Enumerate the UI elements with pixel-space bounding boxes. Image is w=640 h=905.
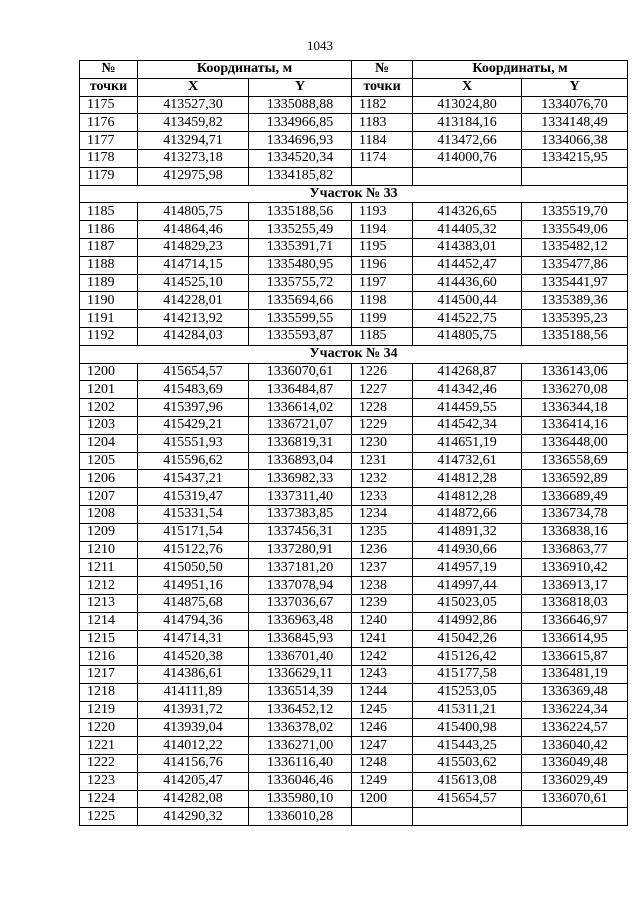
table-row bbox=[80, 238, 628, 256]
y-coordinate: 1336514,39 bbox=[249, 683, 352, 701]
y-coordinate: 1336029,49 bbox=[522, 772, 628, 790]
point-number: 1249 bbox=[352, 772, 413, 790]
y-coordinate: 1335980,10 bbox=[249, 790, 352, 808]
point-number: 1216 bbox=[80, 648, 138, 666]
point-number: 1228 bbox=[352, 399, 413, 417]
point-number: 1247 bbox=[352, 737, 413, 755]
point-number: 1223 bbox=[80, 772, 138, 790]
table-row bbox=[80, 559, 628, 577]
point-number: 1218 bbox=[80, 683, 138, 701]
point-number bbox=[352, 167, 413, 185]
y-coordinate: 1336734,78 bbox=[522, 505, 628, 523]
point-number: 1232 bbox=[352, 470, 413, 488]
point-number: 1197 bbox=[352, 274, 413, 292]
point-number: 1192 bbox=[80, 327, 138, 345]
point-number: 1244 bbox=[352, 683, 413, 701]
point-number: 1204 bbox=[80, 434, 138, 452]
x-coordinate: 413939,04 bbox=[138, 719, 249, 737]
y-coordinate: 1336614,95 bbox=[522, 630, 628, 648]
y-coordinate: 1336614,02 bbox=[249, 399, 352, 417]
y-coordinate: 1336982,33 bbox=[249, 470, 352, 488]
point-number: 1178 bbox=[80, 149, 138, 167]
y-coordinate: 1336010,28 bbox=[249, 808, 352, 826]
y-coordinate: 1336818,03 bbox=[522, 594, 628, 612]
y-coordinate: 1336046,46 bbox=[249, 772, 352, 790]
point-label-header: точки bbox=[80, 78, 138, 96]
point-number: 1174 bbox=[352, 149, 413, 167]
x-coordinate bbox=[413, 167, 522, 185]
x-coordinate: 414520,38 bbox=[138, 648, 249, 666]
table-row bbox=[80, 470, 628, 488]
y-coordinate: 1336863,77 bbox=[522, 541, 628, 559]
y-coordinate: 1335480,95 bbox=[249, 256, 352, 274]
x-coordinate: 415551,93 bbox=[138, 434, 249, 452]
y-coordinate: 1335389,36 bbox=[522, 292, 628, 310]
y-coordinate: 1334520,34 bbox=[249, 149, 352, 167]
x-coordinate: 414930,66 bbox=[413, 541, 522, 559]
x-coordinate: 414957,19 bbox=[413, 559, 522, 577]
y-coordinate: 1335088,88 bbox=[249, 96, 352, 114]
point-number: 1184 bbox=[352, 132, 413, 150]
point-number: 1231 bbox=[352, 452, 413, 470]
table-row bbox=[80, 149, 628, 167]
y-coordinate: 1335599,55 bbox=[249, 310, 352, 328]
table-row bbox=[80, 808, 628, 826]
y-coordinate: 1335395,23 bbox=[522, 310, 628, 328]
point-number: 1225 bbox=[80, 808, 138, 826]
x-coordinate: 414864,46 bbox=[138, 221, 249, 239]
point-number: 1196 bbox=[352, 256, 413, 274]
table-row bbox=[80, 719, 628, 737]
point-number: 1194 bbox=[352, 221, 413, 239]
point-number: 1206 bbox=[80, 470, 138, 488]
point-number: 1222 bbox=[80, 755, 138, 773]
table-row bbox=[80, 701, 628, 719]
point-number: 1248 bbox=[352, 755, 413, 773]
x-coordinate: 415050,50 bbox=[138, 559, 249, 577]
point-number: 1209 bbox=[80, 523, 138, 541]
point-number: 1220 bbox=[80, 719, 138, 737]
point-number: 1246 bbox=[352, 719, 413, 737]
point-number: 1185 bbox=[80, 203, 138, 221]
table-row bbox=[80, 648, 628, 666]
table-row bbox=[80, 434, 628, 452]
x-coordinate: 413273,18 bbox=[138, 149, 249, 167]
point-number: 1186 bbox=[80, 221, 138, 239]
table-row bbox=[80, 772, 628, 790]
x-coordinate: 414651,19 bbox=[413, 434, 522, 452]
x-coordinate: 414992,86 bbox=[413, 612, 522, 630]
y-coordinate: 1336558,69 bbox=[522, 452, 628, 470]
point-number bbox=[352, 808, 413, 826]
table-row bbox=[80, 221, 628, 239]
table-row bbox=[80, 523, 628, 541]
x-coordinate: 414812,28 bbox=[413, 470, 522, 488]
y-coordinate: 1336721,07 bbox=[249, 416, 352, 434]
point-number: 1177 bbox=[80, 132, 138, 150]
x-coordinate: 414213,92 bbox=[138, 310, 249, 328]
point-number: 1212 bbox=[80, 577, 138, 595]
x-coordinate: 414812,28 bbox=[413, 488, 522, 506]
x-coordinate: 415397,96 bbox=[138, 399, 249, 417]
y-coordinate: 1336452,12 bbox=[249, 701, 352, 719]
point-number: 1224 bbox=[80, 790, 138, 808]
y-coordinate: 1336049,48 bbox=[522, 755, 628, 773]
y-coordinate: 1336963,48 bbox=[249, 612, 352, 630]
point-number: 1198 bbox=[352, 292, 413, 310]
y-coordinate: 1336116,40 bbox=[249, 755, 352, 773]
x-coordinate: 415437,21 bbox=[138, 470, 249, 488]
point-number: 1183 bbox=[352, 114, 413, 132]
point-number: 1221 bbox=[80, 737, 138, 755]
point-number: 1230 bbox=[352, 434, 413, 452]
y-header: Y bbox=[522, 78, 628, 96]
x-coordinate: 414875,68 bbox=[138, 594, 249, 612]
point-number: 1207 bbox=[80, 488, 138, 506]
point-number: 1229 bbox=[352, 416, 413, 434]
x-coordinate: 414452,47 bbox=[413, 256, 522, 274]
x-coordinate: 412975,98 bbox=[138, 167, 249, 185]
point-number: 1214 bbox=[80, 612, 138, 630]
section-row bbox=[80, 345, 628, 363]
point-number: 1219 bbox=[80, 701, 138, 719]
x-coordinate: 414000,76 bbox=[413, 149, 522, 167]
y-coordinate: 1336615,87 bbox=[522, 648, 628, 666]
point-number-header: № bbox=[80, 61, 138, 79]
y-coordinate: 1336819,31 bbox=[249, 434, 352, 452]
y-coordinate: 1336143,06 bbox=[522, 363, 628, 381]
y-coordinate: 1335255,49 bbox=[249, 221, 352, 239]
point-number: 1237 bbox=[352, 559, 413, 577]
table-row bbox=[80, 381, 628, 399]
point-number: 1236 bbox=[352, 541, 413, 559]
x-coordinate: 413931,72 bbox=[138, 701, 249, 719]
x-coordinate: 415654,57 bbox=[138, 363, 249, 381]
x-header: X bbox=[138, 78, 249, 96]
point-number: 1239 bbox=[352, 594, 413, 612]
point-number: 1187 bbox=[80, 238, 138, 256]
table-row bbox=[80, 594, 628, 612]
table-row bbox=[80, 274, 628, 292]
y-coordinate: 1335188,56 bbox=[522, 327, 628, 345]
y-coordinate: 1336369,48 bbox=[522, 683, 628, 701]
table-row bbox=[80, 256, 628, 274]
x-coordinate: 415429,21 bbox=[138, 416, 249, 434]
table-row bbox=[80, 167, 628, 185]
table-row bbox=[80, 452, 628, 470]
point-number: 1215 bbox=[80, 630, 138, 648]
coordinates-header: Координаты, м bbox=[413, 61, 628, 79]
point-number: 1208 bbox=[80, 505, 138, 523]
x-coordinate: 415253,05 bbox=[413, 683, 522, 701]
x-coordinate: 415503,62 bbox=[413, 755, 522, 773]
x-coordinate: 414525,10 bbox=[138, 274, 249, 292]
x-coordinate: 414872,66 bbox=[413, 505, 522, 523]
point-number: 1193 bbox=[352, 203, 413, 221]
y-coordinate: 1337280,91 bbox=[249, 541, 352, 559]
y-coordinate: 1334215,95 bbox=[522, 149, 628, 167]
point-number: 1191 bbox=[80, 310, 138, 328]
y-coordinate: 1337311,40 bbox=[249, 488, 352, 506]
point-label-header: точки bbox=[352, 78, 413, 96]
y-coordinate: 1336689,49 bbox=[522, 488, 628, 506]
x-coordinate: 414459,55 bbox=[413, 399, 522, 417]
y-coordinate: 1336271,00 bbox=[249, 737, 352, 755]
y-coordinate: 1336270,08 bbox=[522, 381, 628, 399]
x-coordinate: 414542,34 bbox=[413, 416, 522, 434]
y-coordinate: 1336224,34 bbox=[522, 701, 628, 719]
x-coordinate: 414156,76 bbox=[138, 755, 249, 773]
y-coordinate: 1334185,82 bbox=[249, 167, 352, 185]
y-coordinate: 1334966,85 bbox=[249, 114, 352, 132]
x-coordinate: 414805,75 bbox=[413, 327, 522, 345]
section-title: Участок № 33 bbox=[80, 185, 628, 203]
y-coordinate: 1334148,49 bbox=[522, 114, 628, 132]
y-coordinate: 1335755,72 bbox=[249, 274, 352, 292]
y-coordinate: 1336040,42 bbox=[522, 737, 628, 755]
x-coordinate: 415177,58 bbox=[413, 666, 522, 684]
y-coordinate: 1336414,16 bbox=[522, 416, 628, 434]
table-row bbox=[80, 310, 628, 328]
y-coordinate: 1335188,56 bbox=[249, 203, 352, 221]
table-row bbox=[80, 541, 628, 559]
x-coordinate: 415042,26 bbox=[413, 630, 522, 648]
x-coordinate: 413527,30 bbox=[138, 96, 249, 114]
point-number: 1205 bbox=[80, 452, 138, 470]
y-coordinate: 1336344,18 bbox=[522, 399, 628, 417]
x-coordinate: 414829,23 bbox=[138, 238, 249, 256]
x-coordinate: 415400,98 bbox=[413, 719, 522, 737]
y-coordinate: 1336070,61 bbox=[249, 363, 352, 381]
point-number-header: № bbox=[352, 61, 413, 79]
y-coordinate: 1336646,97 bbox=[522, 612, 628, 630]
y-coordinate: 1337383,85 bbox=[249, 505, 352, 523]
table-row bbox=[80, 630, 628, 648]
x-coordinate: 414268,87 bbox=[413, 363, 522, 381]
y-coordinate: 1336070,61 bbox=[522, 790, 628, 808]
y-coordinate: 1336224,57 bbox=[522, 719, 628, 737]
point-number: 1226 bbox=[352, 363, 413, 381]
table-row bbox=[80, 683, 628, 701]
table-row bbox=[80, 666, 628, 684]
point-number: 1175 bbox=[80, 96, 138, 114]
x-coordinate: 413472,66 bbox=[413, 132, 522, 150]
x-coordinate: 415023,05 bbox=[413, 594, 522, 612]
table-row bbox=[80, 790, 628, 808]
x-coordinate: 414111,89 bbox=[138, 683, 249, 701]
y-coordinate: 1336893,04 bbox=[249, 452, 352, 470]
point-number: 1189 bbox=[80, 274, 138, 292]
x-coordinate: 414436,60 bbox=[413, 274, 522, 292]
table-row bbox=[80, 577, 628, 595]
x-header: X bbox=[413, 78, 522, 96]
x-coordinate: 414891,32 bbox=[413, 523, 522, 541]
y-coordinate: 1335477,86 bbox=[522, 256, 628, 274]
x-coordinate: 414012,22 bbox=[138, 737, 249, 755]
x-coordinate bbox=[413, 808, 522, 826]
table-row bbox=[80, 96, 628, 114]
y-coordinate: 1336378,02 bbox=[249, 719, 352, 737]
point-number: 1210 bbox=[80, 541, 138, 559]
table-row bbox=[80, 292, 628, 310]
x-coordinate: 415331,54 bbox=[138, 505, 249, 523]
y-coordinate: 1335519,70 bbox=[522, 203, 628, 221]
y-coordinate: 1337036,67 bbox=[249, 594, 352, 612]
x-coordinate: 414326,65 bbox=[413, 203, 522, 221]
y-header: Y bbox=[249, 78, 352, 96]
x-coordinate: 414284,03 bbox=[138, 327, 249, 345]
x-coordinate: 415613,08 bbox=[413, 772, 522, 790]
x-coordinate: 414714,31 bbox=[138, 630, 249, 648]
table-row bbox=[80, 114, 628, 132]
x-coordinate: 414732,61 bbox=[413, 452, 522, 470]
y-coordinate: 1336629,11 bbox=[249, 666, 352, 684]
table-row bbox=[80, 755, 628, 773]
y-coordinate: 1337456,31 bbox=[249, 523, 352, 541]
point-number: 1240 bbox=[352, 612, 413, 630]
table-row bbox=[80, 505, 628, 523]
y-coordinate: 1335391,71 bbox=[249, 238, 352, 256]
x-coordinate: 414805,75 bbox=[138, 203, 249, 221]
point-number: 1179 bbox=[80, 167, 138, 185]
x-coordinate: 415126,42 bbox=[413, 648, 522, 666]
table-row bbox=[80, 327, 628, 345]
x-coordinate: 414205,47 bbox=[138, 772, 249, 790]
table-row bbox=[80, 363, 628, 381]
y-coordinate: 1334076,70 bbox=[522, 96, 628, 114]
x-coordinate: 414342,46 bbox=[413, 381, 522, 399]
x-coordinate: 414500,44 bbox=[413, 292, 522, 310]
x-coordinate: 415483,69 bbox=[138, 381, 249, 399]
table-row bbox=[80, 612, 628, 630]
x-coordinate: 414383,01 bbox=[413, 238, 522, 256]
y-coordinate: 1335694,66 bbox=[249, 292, 352, 310]
point-number: 1234 bbox=[352, 505, 413, 523]
y-coordinate: 1335441,97 bbox=[522, 274, 628, 292]
point-number: 1200 bbox=[80, 363, 138, 381]
y-coordinate: 1336701,40 bbox=[249, 648, 352, 666]
x-coordinate: 413184,16 bbox=[413, 114, 522, 132]
y-coordinate bbox=[522, 167, 628, 185]
point-number: 1199 bbox=[352, 310, 413, 328]
x-coordinate: 415654,57 bbox=[413, 790, 522, 808]
section-title: Участок № 34 bbox=[80, 345, 628, 363]
point-number: 1211 bbox=[80, 559, 138, 577]
point-number: 1202 bbox=[80, 399, 138, 417]
x-coordinate: 415311,21 bbox=[413, 701, 522, 719]
point-number: 1238 bbox=[352, 577, 413, 595]
point-number: 1235 bbox=[352, 523, 413, 541]
coordinates-table bbox=[79, 60, 628, 826]
point-number: 1203 bbox=[80, 416, 138, 434]
point-number: 1182 bbox=[352, 96, 413, 114]
x-coordinate: 414405,32 bbox=[413, 221, 522, 239]
x-coordinate: 414997,44 bbox=[413, 577, 522, 595]
point-number: 1200 bbox=[352, 790, 413, 808]
x-coordinate: 414951,16 bbox=[138, 577, 249, 595]
y-coordinate: 1337181,20 bbox=[249, 559, 352, 577]
x-coordinate: 413459,82 bbox=[138, 114, 249, 132]
table-row bbox=[80, 203, 628, 221]
section-row bbox=[80, 185, 628, 203]
table-row bbox=[80, 416, 628, 434]
y-coordinate: 1336592,89 bbox=[522, 470, 628, 488]
table-row bbox=[80, 132, 628, 150]
point-number: 1190 bbox=[80, 292, 138, 310]
point-number: 1213 bbox=[80, 594, 138, 612]
x-coordinate: 414290,32 bbox=[138, 808, 249, 826]
y-coordinate: 1336448,00 bbox=[522, 434, 628, 452]
y-coordinate: 1335482,12 bbox=[522, 238, 628, 256]
point-number: 1233 bbox=[352, 488, 413, 506]
x-coordinate: 415122,76 bbox=[138, 541, 249, 559]
x-coordinate: 414794,36 bbox=[138, 612, 249, 630]
point-number: 1195 bbox=[352, 238, 413, 256]
point-number: 1185 bbox=[352, 327, 413, 345]
y-coordinate: 1335549,06 bbox=[522, 221, 628, 239]
y-coordinate bbox=[522, 808, 628, 826]
x-coordinate: 415596,62 bbox=[138, 452, 249, 470]
y-coordinate: 1335593,87 bbox=[249, 327, 352, 345]
point-number: 1241 bbox=[352, 630, 413, 648]
x-coordinate: 414282,08 bbox=[138, 790, 249, 808]
point-number: 1242 bbox=[352, 648, 413, 666]
y-coordinate: 1336481,19 bbox=[522, 666, 628, 684]
x-coordinate: 415319,47 bbox=[138, 488, 249, 506]
coordinates-header: Координаты, м bbox=[138, 61, 352, 79]
x-coordinate: 414714,15 bbox=[138, 256, 249, 274]
point-number: 1243 bbox=[352, 666, 413, 684]
y-coordinate: 1336838,16 bbox=[522, 523, 628, 541]
table-row bbox=[80, 737, 628, 755]
x-coordinate: 414522,75 bbox=[413, 310, 522, 328]
y-coordinate: 1336484,87 bbox=[249, 381, 352, 399]
point-number: 1227 bbox=[352, 381, 413, 399]
x-coordinate: 415443,25 bbox=[413, 737, 522, 755]
y-coordinate: 1334696,93 bbox=[249, 132, 352, 150]
x-coordinate: 414228,01 bbox=[138, 292, 249, 310]
point-number: 1188 bbox=[80, 256, 138, 274]
y-coordinate: 1336845,93 bbox=[249, 630, 352, 648]
point-number: 1245 bbox=[352, 701, 413, 719]
table-row bbox=[80, 488, 628, 506]
y-coordinate: 1337078,94 bbox=[249, 577, 352, 595]
point-number: 1217 bbox=[80, 666, 138, 684]
point-number: 1176 bbox=[80, 114, 138, 132]
x-coordinate: 413024,80 bbox=[413, 96, 522, 114]
x-coordinate: 413294,71 bbox=[138, 132, 249, 150]
table-row bbox=[80, 399, 628, 417]
page-number: 1043 bbox=[307, 38, 333, 53]
point-number: 1201 bbox=[80, 381, 138, 399]
y-coordinate: 1336910,42 bbox=[522, 559, 628, 577]
x-coordinate: 415171,54 bbox=[138, 523, 249, 541]
x-coordinate: 414386,61 bbox=[138, 666, 249, 684]
y-coordinate: 1334066,38 bbox=[522, 132, 628, 150]
y-coordinate: 1336913,17 bbox=[522, 577, 628, 595]
